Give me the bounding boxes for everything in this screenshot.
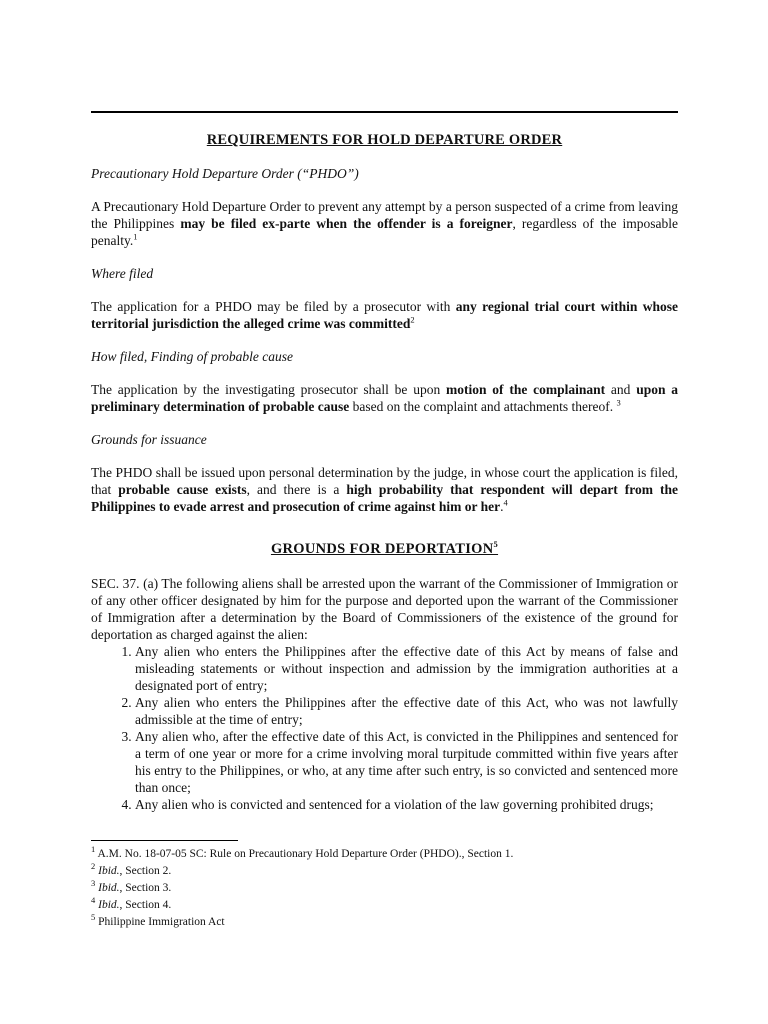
list-item: 4. Any alien who is convicted and sentenced for a violation of the law governing prohibited drugs; <box>135 796 678 813</box>
sec37-paragraph: SEC. 37. (a) The following aliens shall be arrested upon the warrant of the Commissioner of Immigration or of any other officer designated by him for the purpose and deported upon the warrant of the Commissioner of Immigration after a determination by the Board of Commissioners of the existence of the ground for deportation as charged against the alien: <box>91 576 678 642</box>
phdo-heading: Precautionary Hold Departure Order (“PHDO”) <box>91 166 359 181</box>
how-filed-heading: How filed, Finding of probable cause <box>91 349 293 364</box>
footnote-ref[interactable]: 4 <box>503 497 508 508</box>
how-filed-paragraph: The application by the investigating prosecutor shall be upon motion of the complainant and upon a preliminary determination of probable cause based on the complaint and attachments thereof. $^3$ <box>91 382 678 414</box>
grounds-list <box>91 643 678 813</box>
footnote: $^2$ Ibid., Section 2. <box>91 861 172 877</box>
list-item: 2. Any alien who enters the Philippines after the effective date of this Act, who was not lawfully admissible at the time of entry; <box>135 694 678 728</box>
list-item: 1. Any alien who enters the Philippines after the effective date of this Act by means of false and misleading statements or without inspection and admission by the immigration authorities at a designated port of entry; <box>135 643 678 694</box>
footnote-ref[interactable]: 5 <box>493 539 499 550</box>
where-filed-paragraph: The application for a PHDO may be filed by a prosecutor with any regional trial court within whose territorial jurisdiction the alleged crime was committed$^2$ <box>91 299 678 331</box>
grounds-paragraph: The PHDO shall be issued upon personal determination by the judge, in whose court the application is filed, that probable cause exists, and there is a high probability that respondent will depart from the Philippines to evade arrest and prosecution of crime against him or her.$^4$ <box>91 465 678 514</box>
page-title: REQUIREMENTS FOR HOLD DEPARTURE ORDER <box>206 132 563 148</box>
footnote-ref[interactable]: 3 <box>616 397 621 408</box>
where-filed-heading: Where filed <box>91 266 154 281</box>
footnote: $^4$ Ibid., Section 4. <box>91 895 172 911</box>
list-item: 3. Any alien who, after the effective date of this Act, is convicted in the Philippines and sentenced for a term of one year or more for a crime involving moral turpitude committed within five years after his entry to the Philippines, or who, at any time after such entry, is so convicted and sentenced more than once; <box>135 728 678 796</box>
grounds-heading: Grounds for issuance <box>91 432 207 447</box>
footnote: $^5$ Philippine Immigration Act <box>91 912 225 928</box>
footnote: $^1$ A.M. No. 18-07-05 SC: Rule on Precautionary Hold Departure Order (PHDO)., Section 1. <box>91 844 514 860</box>
footnotes <box>91 846 678 931</box>
deportation-title: GROUNDS FOR DEPORTATION$^5$ <box>270 539 499 557</box>
footnote-rule <box>91 840 238 841</box>
footnote: $^3$ Ibid., Section 3. <box>91 878 172 894</box>
footnote-ref[interactable]: 2 <box>410 314 415 325</box>
header-rule <box>91 111 678 113</box>
footnote-ref[interactable]: 1 <box>133 231 138 242</box>
phdo-paragraph: A Precautionary Hold Departure Order to prevent any attempt by a person suspected of a crime from leaving the Philippines may be filed ex-parte when the offender is a foreigner, regardless of the imposable penalty.$^1$ <box>91 199 679 248</box>
document-body <box>91 132 678 813</box>
